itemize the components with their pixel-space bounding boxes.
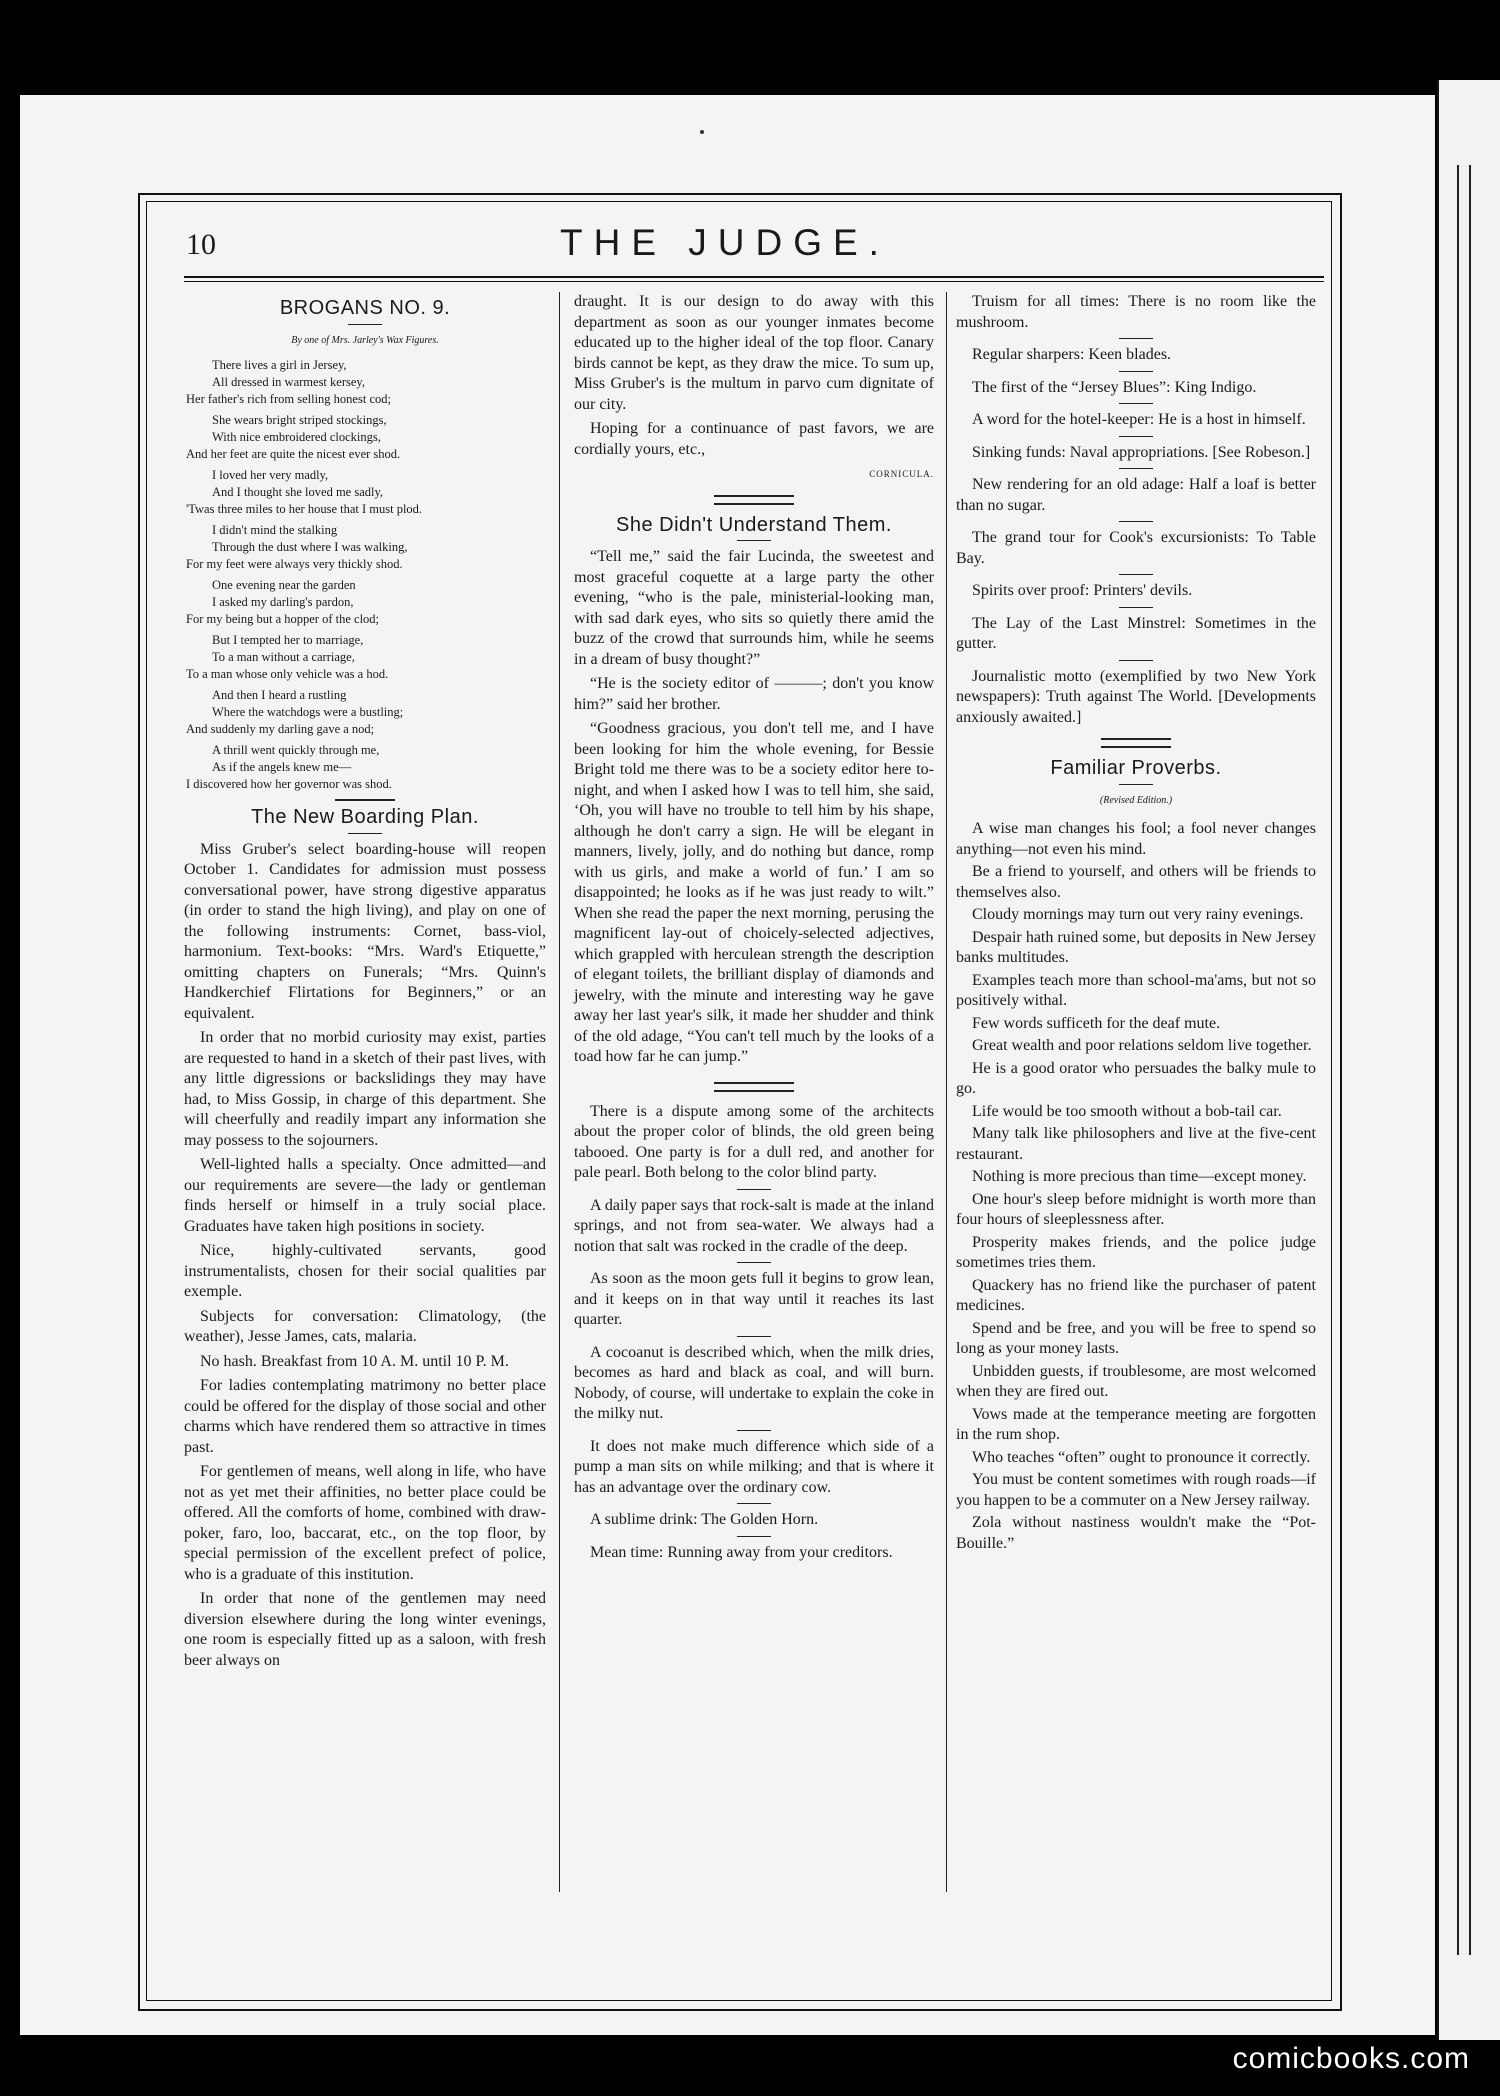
paragraph: Nothing is more precious than time—except money. [972,1168,1307,1185]
adjacent-page-edge [1437,80,1500,2040]
poem-line: But I tempted her to marriage, [212,633,364,647]
paragraph: “Tell me,” said the fair Lucinda, the sweetest and most graceful coquette at a large party the other evening, “who is the pale, ministerial-looking man, with sad dark eyes, who sits so quietly there amid the buzz of the crowd that surrounds him, while he seems in a dream of busy thought?” [574,548,934,668]
paragraph: Quackery has no friend like the purchaser of patent medicines. [956,1276,1316,1314]
poem-line: A thrill went quickly through me, [212,743,380,757]
poem-line: She wears bright striped stockings, [212,413,387,427]
header-rule [184,276,1324,278]
paragraph: A daily paper says that rock-salt is made at the inland springs, and not from sea-water. We always had a notion that salt was rocked in the cradle of the deep. [574,1196,934,1255]
poem-line: Her father's rich from selling honest cod; [186,392,391,406]
poem-line: With nice embroidered clockings, [212,430,381,444]
paragraph: Despair hath ruined some, but deposits in New Jersey banks multitudes. [956,928,1316,966]
poem-line: Where the watchdogs were a bustling; [212,705,404,719]
header-rule-thin [184,281,1324,282]
paragraph: Many talk like philosophers and live at the five-cent restaurant. [956,1125,1316,1163]
poem-stanza [184,467,546,518]
poem-line: I discovered how her governor was shod. [186,777,392,791]
poem-line: I asked my darling's pardon, [212,595,354,609]
paragraph: Few words sufficeth for the deaf mute. [972,1014,1221,1032]
paragraph: Subjects for conversation: Climatology, (the weather), Jesse James, cats, malaria. [184,1307,546,1345]
paragraph: The Lay of the Last Minstrel: Sometimes in the gutter. [956,614,1316,652]
column-divider-1 [559,292,560,1892]
paragraph: Zola without nastiness wouldn't make the “Pot-Bouille.” [956,1514,1316,1552]
watermark: comicbooks.com [1232,2042,1470,2075]
poem-line: There lives a girl in Jersey, [212,358,347,372]
poem-line: And suddenly my darling gave a nod; [186,722,375,736]
poem-stanza [184,522,546,573]
paragraph: Truism for all times: There is no room like the mushroom. [956,293,1316,331]
poem-line: And I thought she loved me sadly, [212,485,384,499]
paragraph: “He is the society editor of ———; don't you know him?” said her brother. [574,675,934,713]
column-3 [956,292,1316,1556]
paragraph: You must be content sometimes with rough roads—if you happen to be a commuter on a New Jersey railway. [956,1471,1316,1509]
paragraph: In order that no morbid curiosity may exist, parties are requested to hand in a sketch of their past lives, with any little digressions or backslidings they may have had, to Miss Gossip, in charge of this department. She will cheerfully and readily impart any information she may possess to the sojourners. [184,1029,546,1149]
poem [184,357,546,793]
paragraph: Miss Gruber's select boarding-house will reopen October 1. Candidates for admission must possess conversational power, have strong digestive apparatus (in order to stand the high living), and play on one of the following instruments: Cornet, bass-viol, harmonium. Text-books: “Mrs. Ward's Etiquette,” omitting chapters on Funerals; “Mrs. Quinn's Handkerchief Flirtations for Beginners,” or an equivalent. [184,840,546,1022]
paragraph: Hoping for a continuance of past favors, we are cordially yours, etc., [574,420,934,458]
poem-stanza [184,577,546,628]
paragraph: Unbidden guests, if troublesome, are most welcomed when they are fired out. [956,1362,1316,1400]
paragraph: A cocoanut is described which, when the milk dries, becomes as hard and black as coal, and will burn. Nobody, of course, will undertake to explain the coke in the milky nut. [574,1343,934,1422]
paragraph: Spirits over proof: Printers' devils. [972,582,1193,599]
poem-stanza [184,357,546,408]
paragraph: Journalistic motto (exemplified by two New York newspapers): Truth against The World. [Developments anxiously awaited.] [956,667,1316,726]
poem-title: BROGANS NO. 9. [279,297,451,319]
story-body [574,547,934,1068]
column-divider-2 [946,292,947,1892]
paragraph: The first of the “Jersey Blues”: King Indigo. [972,378,1257,396]
poem-line: As if the angels knew me— [212,760,352,774]
paragraph: Examples teach more than school-ma'ams, but not so positively withal. [956,971,1316,1009]
poem-stanza [184,687,546,738]
poem-line: 'Twas three miles to her house that I must plod. [186,502,423,516]
proverbs-list [956,819,1316,1554]
paragraph: No hash. Breakfast from 10 A. M. until 10 P. M. [200,1352,509,1370]
signature: CORNICULA. [869,469,934,479]
paragraph: Nice, highly-cultivated servants, good instrumentalists, chosen for their social qualities par exemple. [184,1242,546,1300]
paragraph: A sublime drink: The Golden Horn. [590,1511,819,1528]
paragraph: For gentlemen of means, well along in life, who have not as yet met their affinities, no better place could be offered. All the comforts of home, combined with draw-poker, faro, loo, baccarat, etc., on the top floor, by special permission of the excellent prefect of police, who is a graduate of this institution. [184,1463,546,1583]
proverbs-title: Familiar Proverbs. [1050,757,1222,779]
article-title: The New Boarding Plan. [251,806,479,828]
paragraph: Sinking funds: Naval appropriations. [See Robeson.] [972,443,1311,461]
paragraph: There is a dispute among some of the architects about the proper color of blinds, the old green being tabooed. One party is for a dull red, and another for pale pearl. Both belong to the color blind party. [574,1102,934,1181]
proverbs-subtitle: (Revised Edition.) [1099,794,1173,806]
paragraph: New rendering for an old adage: Half a loaf is better than no sugar. [956,476,1316,514]
story-title: She Didn't Understand Them. [616,513,892,536]
poem-line: And her feet are quite the nicest ever shod. [186,447,401,461]
paragraph: Well-lighted halls a specialty. Once admitted—and our requirements are severe—the lady or gentleman finds herself or himself in a truly social place. Graduates have taken high positions in society. [184,1156,546,1235]
article-body [184,840,546,1672]
paragraph: Regular sharpers: Keen blades. [972,346,1172,363]
paragraph: A word for the hotel-keeper: He is a host in himself. [972,411,1306,428]
paragraph: Mean time: Running away from your creditors. [590,1543,893,1561]
paragraph: Life would be too smooth without a bob-tail car. [972,1102,1282,1120]
paragraph: Who teaches “often” ought to pronounce it correctly. [972,1448,1311,1466]
poem-line: And then I heard a rustling [212,688,347,702]
poem-stanza [184,742,546,793]
poem-line: I loved her very madly, [212,468,329,482]
poem-line: I didn't mind the stalking [212,523,338,537]
speck [700,130,704,134]
poem-line: Through the dust where I was walking, [212,540,408,554]
paragraph: As soon as the moon gets full it begins to grow lean, and it keeps on in that way until it reaches its last quarter. [574,1270,934,1328]
paragraph: It does not make much difference which side of a pump a man sits on while milking; and that is where it has an advantage over the ordinary cow. [574,1437,934,1496]
poem-line: To a man whose only vehicle was a hod. [186,667,389,681]
column-2 [574,292,934,1567]
poem-byline: By one of Mrs. Jarley's Wax Figures. [291,334,439,346]
poem-line: All dressed in warmest kersey, [212,375,365,389]
paragraph: One hour's sleep before midnight is worth more than four hours of sleeplessness after. [956,1190,1316,1228]
paragraph: In order that none of the gentlemen may need diversion elsewhere during the long winter evenings, one room is especially fitted up as a saloon, with fresh beer always on [184,1590,546,1669]
paragraph: Great wealth and poor relations seldom live together. [972,1037,1312,1054]
poem-line: To a man without a carriage, [212,650,355,664]
poem-line: For my being but a hopper of the clod; [186,612,380,626]
masthead: THE JUDGE. [560,222,890,263]
paragraph: Vows made at the temperance meeting are forgotten in the rum shop. [956,1405,1316,1443]
paragraph: Be a friend to yourself, and others will be friends to themselves also. [956,863,1316,901]
poem-line: For my feet were always very thickly shod. [186,557,403,571]
paragraph: draught. It is our design to do away with this department as soon as our younger inmates become educated up to the higher ideal of the top floor. Canary birds cannot be kept, as they draw the mice. To sum up, Miss Gruber's is the multum in parvo cum dignitate of our city. [574,293,934,413]
paragraph: A wise man changes his fool; a fool never changes anything—not even his mind. [956,820,1316,858]
poem-line: One evening near the garden [212,578,356,592]
article-continuation [574,292,934,460]
poem-stanza [184,632,546,683]
paragraph: For ladies contemplating matrimony no better place could be offered for the display of those social and other charms which have rendered them so attractive in times past. [184,1377,546,1456]
quips-list [956,292,1316,728]
paragraph: “Goodness gracious, you don't tell me, and I have been looking for him the whole evening, for Bessie Bright told me there was to be a society editor here to-night, and when I asked how I was to tell him, she said, ‘Oh, you will have no trouble to tell him by his shape, although he don't carry a sign. He will be elegant in manners, lively, jolly, and do nothing but dance, romp with us girls, and make a world of fun.’ I am so disappointed; he looks as if he was just ready to wilt.” When she read the paper the next morning, perusing the magnificent lay-out of choicely-selected adjectives, which grappled with herculean strength the description of elegant toilets, the brilliant display of diamonds and jewelry, with the minute and interesting way he gave away her last year's silk, it made her shudder and think of the old adage, “You can't tell much by the looks of a toad how far he can jump.” [574,720,934,1065]
page-number: 10 [186,228,216,261]
paragraph: Cloudy mornings may turn out very rainy evenings. [972,906,1304,923]
paragraph: He is a good orator who persuades the balky mule to go. [956,1059,1316,1097]
poem-stanza [184,412,546,463]
column-1 [184,292,546,1675]
paragraph: The grand tour for Cook's excursionists: To Table Bay. [956,529,1316,567]
paragraph: Spend and be free, and you will be free to spend so long as your money lasts. [956,1319,1316,1357]
jokes-list [574,1102,934,1564]
paragraph: Prosperity makes friends, and the police judge sometimes tries them. [956,1233,1316,1271]
